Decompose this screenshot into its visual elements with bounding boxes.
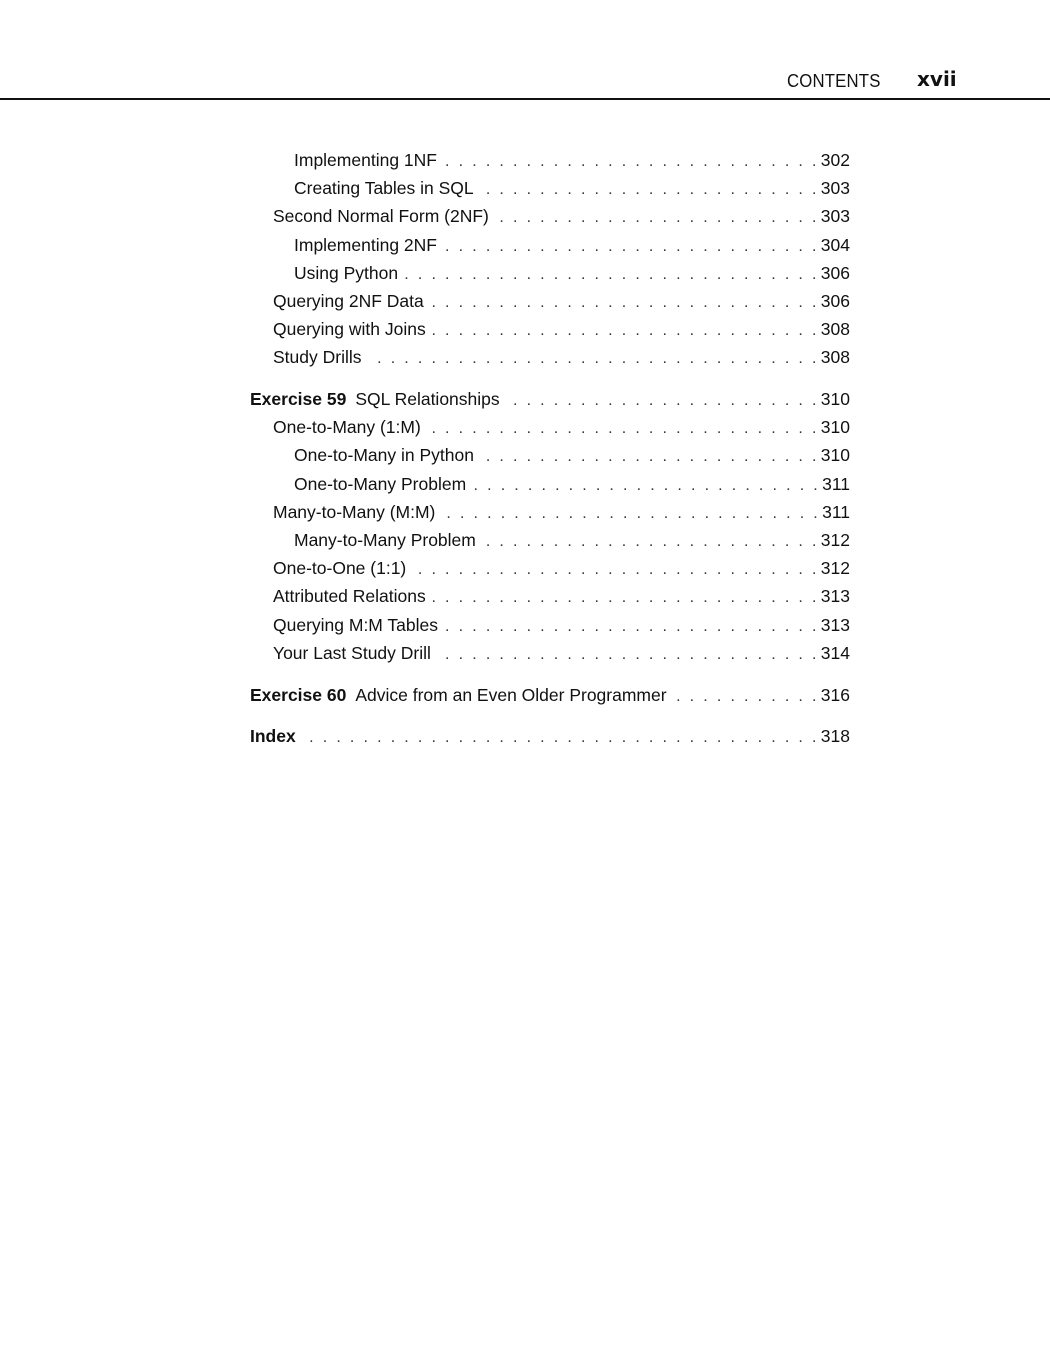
toc-exercise-label: Exercise 59 xyxy=(250,389,347,410)
toc-page-number: 308 xyxy=(820,347,850,368)
toc-entry[interactable] xyxy=(250,470,850,498)
toc-entry-title: SQL Relationships xyxy=(355,389,500,410)
page-folio: xvii xyxy=(917,67,957,91)
toc-dot-leader xyxy=(404,261,819,289)
toc-entry[interactable] xyxy=(250,611,850,639)
running-head xyxy=(0,67,1050,100)
toc-entry[interactable] xyxy=(250,526,850,554)
toc-entry[interactable] xyxy=(250,343,850,371)
toc-dot-leader xyxy=(482,528,819,556)
toc-page-number: 308 xyxy=(820,319,850,340)
toc-page-number: 312 xyxy=(820,530,850,551)
toc-dot-leader xyxy=(302,724,819,752)
toc-dot-leader xyxy=(443,148,819,176)
toc-entry[interactable] xyxy=(250,259,850,287)
toc-entry-title: Implementing 2NF xyxy=(294,234,437,255)
toc-chapter-entry[interactable] xyxy=(250,681,850,709)
toc-entry-text xyxy=(294,174,474,202)
toc-entry-text xyxy=(273,413,421,441)
toc-page-number: 310 xyxy=(820,389,850,410)
toc-entry-text xyxy=(273,315,426,343)
toc-exercise-label: Exercise 60 xyxy=(250,684,347,705)
toc-entry-title: Study Drills xyxy=(273,347,362,368)
toc-dot-leader xyxy=(443,233,819,261)
toc-page-number: 316 xyxy=(820,684,850,705)
toc-entry-text xyxy=(273,287,424,315)
toc-dot-leader xyxy=(368,345,819,373)
toc-page-number: 311 xyxy=(822,501,850,522)
toc-entry-text xyxy=(273,343,362,371)
toc-entry-text xyxy=(250,385,500,413)
toc-entry-title: One-to-Many in Python xyxy=(294,445,474,466)
toc-page-number: 303 xyxy=(820,178,850,199)
running-title: CONTENTS xyxy=(787,71,881,91)
toc-dot-leader xyxy=(495,204,819,232)
toc-entry[interactable] xyxy=(250,582,850,610)
toc-dot-leader xyxy=(437,641,819,669)
toc-dot-leader xyxy=(444,613,819,641)
toc-entry-text xyxy=(273,639,431,667)
toc-dot-leader xyxy=(427,415,819,443)
toc-entry-title: Index xyxy=(250,726,296,747)
toc-page-number: 312 xyxy=(820,558,850,579)
toc-dot-leader xyxy=(412,556,819,584)
toc-entry-title: Querying 2NF Data xyxy=(273,290,424,311)
toc-entry-title: Querying with Joins xyxy=(273,319,426,340)
toc-entry-text xyxy=(273,611,438,639)
toc-page-number: 314 xyxy=(820,642,850,663)
toc-entry-title: Querying M:M Tables xyxy=(273,614,439,635)
toc-entry-title: One-to-One (1:1) xyxy=(273,558,407,579)
toc-page-number: 304 xyxy=(820,234,850,255)
toc-entry-text xyxy=(294,146,437,174)
toc-entry-text xyxy=(294,441,474,469)
toc-dot-leader xyxy=(673,683,819,711)
toc-entry-title: Advice from an Even Older Programmer xyxy=(355,684,667,705)
toc-entry-title: One-to-Many Problem xyxy=(294,473,467,494)
toc-entry-text xyxy=(250,681,667,709)
header-rule xyxy=(0,98,1050,100)
toc-dot-leader xyxy=(430,289,819,317)
toc-page-number: 306 xyxy=(820,262,850,283)
toc-entry-text xyxy=(294,526,476,554)
toc-page-number: 313 xyxy=(820,614,850,635)
toc-entry-title: One-to-Many (1:M) xyxy=(273,417,421,438)
toc-entry[interactable] xyxy=(250,287,850,315)
toc-entry[interactable] xyxy=(250,315,850,343)
toc-entry-title: Second Normal Form (2NF) xyxy=(273,206,489,227)
toc-entry-title: Many-to-Many (M:M) xyxy=(273,501,436,522)
toc-entry-text xyxy=(294,259,398,287)
toc-entry[interactable] xyxy=(250,174,850,202)
table-of-contents xyxy=(250,146,850,751)
toc-entry[interactable] xyxy=(250,146,850,174)
toc-dot-leader xyxy=(506,387,819,415)
toc-dot-leader xyxy=(432,317,819,345)
toc-entry-title: Attributed Relations xyxy=(273,586,426,607)
toc-entry-text xyxy=(294,231,437,259)
toc-page-number: 303 xyxy=(820,206,850,227)
toc-page-number: 311 xyxy=(822,473,850,494)
toc-entry-text xyxy=(250,722,296,750)
toc-entry-title: Using Python xyxy=(294,262,399,283)
toc-entry[interactable] xyxy=(250,498,850,526)
toc-dot-leader xyxy=(480,176,819,204)
toc-entry[interactable] xyxy=(250,202,850,230)
toc-entry[interactable] xyxy=(250,639,850,667)
toc-dot-leader xyxy=(441,500,820,528)
toc-entry[interactable] xyxy=(250,554,850,582)
toc-page-number: 306 xyxy=(820,290,850,311)
toc-page-number: 302 xyxy=(820,150,850,170)
toc-page-number: 310 xyxy=(820,417,850,438)
toc-chapter-entry[interactable] xyxy=(250,385,850,413)
toc-page-number: 318 xyxy=(820,726,850,747)
toc-entry-title: Implementing 1NF xyxy=(294,150,437,170)
toc-dot-leader xyxy=(432,584,819,612)
toc-chapter-entry[interactable] xyxy=(250,722,850,750)
toc-entry[interactable] xyxy=(250,413,850,441)
toc-entry-text xyxy=(273,498,435,526)
toc-entry[interactable] xyxy=(250,231,850,259)
toc-entry-title: Your Last Study Drill xyxy=(273,642,431,663)
toc-entry-text xyxy=(273,582,426,610)
toc-entry-title: Many-to-Many Problem xyxy=(294,530,476,551)
toc-page-number: 313 xyxy=(820,586,850,607)
toc-page-number: 310 xyxy=(820,445,850,466)
toc-dot-leader xyxy=(472,472,820,500)
toc-entry[interactable] xyxy=(250,441,850,469)
toc-dot-leader xyxy=(480,443,819,471)
toc-entry-title: Creating Tables in SQL xyxy=(294,178,474,199)
toc-entry-text xyxy=(273,202,489,230)
toc-entry-text xyxy=(273,554,406,582)
toc-entry-text xyxy=(294,470,466,498)
